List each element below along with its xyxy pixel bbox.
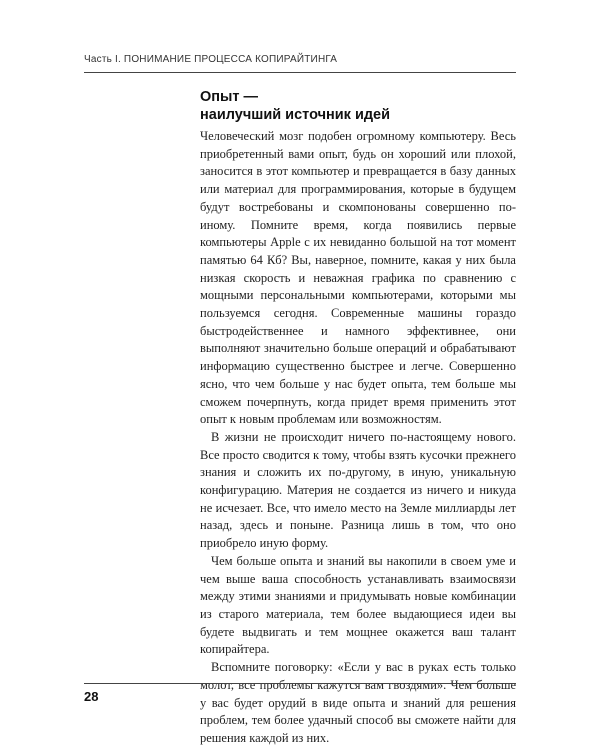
section-title-line-1: Опыт —: [200, 89, 259, 105]
paragraph-3: Чем больше опыта и знаний вы накопили в своем уме и чем выше ваша способность устанавливать взаимосвязи между этими знаниями и придумывать новые комбинации из старого материала, тем более выдающиеся идеи вы будете выдвигать и тем мощнее окажется ваш талант копирайтера.: [200, 553, 516, 657]
section-title-line-2: наилучший источник идей: [200, 107, 391, 123]
paragraph-2: В жизни не происходит ничего по-настоящему нового. Все просто сводится к тому, чтобы взять кусочки прежнего знания и сложить их по-другому, в иную, уникальную конфигурацию. Материя не создается из ничего и никуда не исчезает. Все, что имело место на Земле миллиарды лет назад, здесь и поныне. Разница лишь в том, что оно приобрело иную форму.: [200, 429, 516, 551]
page-content: [200, 88, 516, 748]
paragraph-4: Вспомните поговорку: «Если у вас в руках есть только молот, все проблемы кажутся вам гвоздями». Чем больше у вас будет орудий в виде опыта и знаний для решения проблем, тем более удачный способ вы сможете найти для решения каждой из них.: [200, 660, 516, 745]
footer-rule: [84, 683, 516, 684]
running-head: Часть I. ПОНИМАНИЕ ПРОЦЕССА КОПИРАЙТИНГА: [84, 54, 338, 65]
header-rule: [84, 72, 516, 73]
paragraph-1: Человеческий мозг подобен огромному компьютеру. Весь приобретенный вами опыт, будь он хороший или плохой, заносится в этот компьютер и превращается в базу данных или материал для программирования, которые в будущем будут востребованы и скомпонованы совершенно по-иному. Помните время, когда появились первые компьютеры Apple с их невиданно большой на тот момент памятью 64 Кб? Вы, наверное, помните, какая у них была низкая скорость и неважная графика по сравнению с мощными персональными компьютерами, которыми мы пользуемся сегодня. Современные машины гораздо быстродейственнее и намного эффективнее, они выполняют значительно больше операций и обрабатывают информацию существенно быстрее и легче. Совершенно ясно, что чем больше у нас будет опыта, тем больше мы сможем почерпнуть, когда придет время применить этот опыт к новым проблемам или возможностям.: [200, 129, 516, 427]
section-title: [200, 88, 516, 124]
page-number: 28: [84, 689, 99, 704]
